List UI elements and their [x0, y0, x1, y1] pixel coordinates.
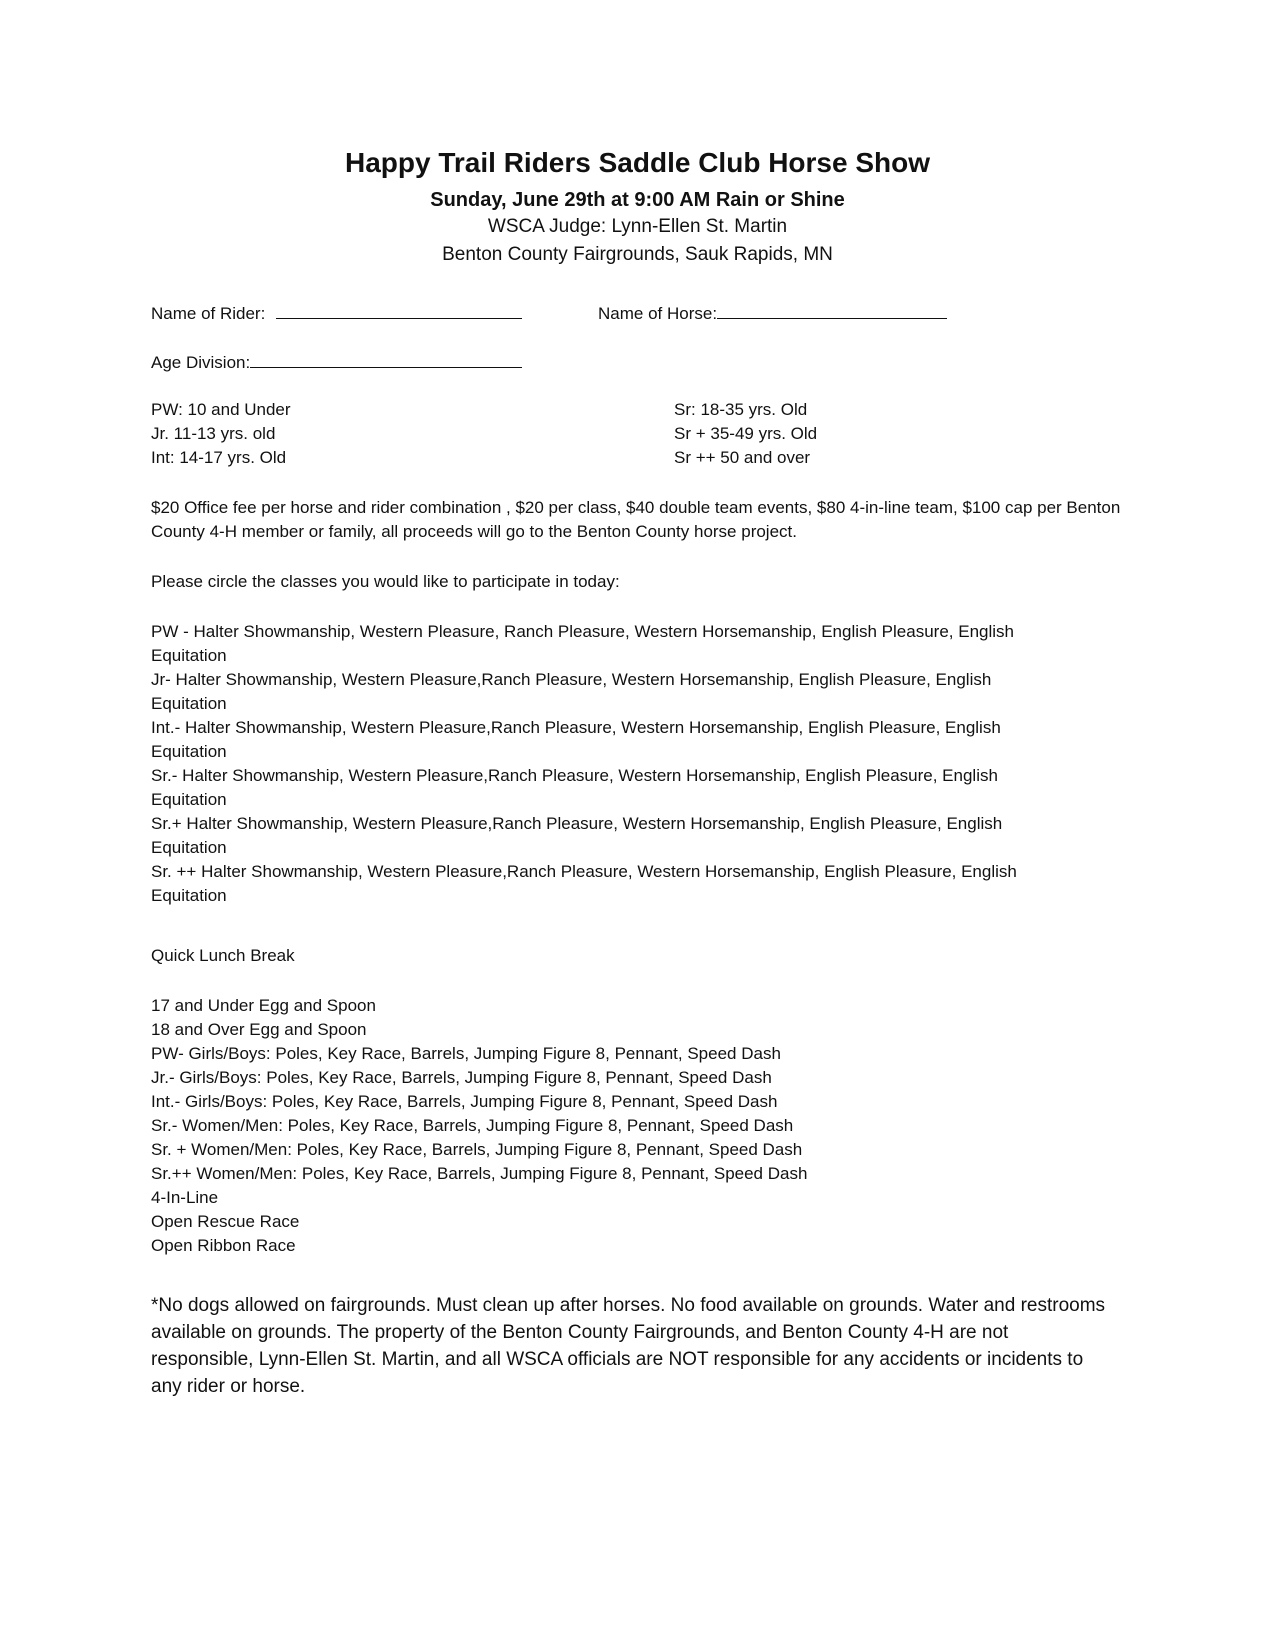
page-title: Happy Trail Riders Saddle Club Horse Show [344, 147, 931, 178]
division-item: Sr + 35-49 yrs. Old [674, 424, 818, 443]
horse-name-field [598, 300, 947, 326]
class-line-cont[interactable]: Equitation [151, 886, 227, 905]
class-line[interactable]: Jr- Halter Showmanship, Western Pleasure,Ranch Pleasure, Western Horsemanship, English Pleasure, English [151, 670, 992, 689]
disclaimer-paragraph: *No dogs allowed on fairgrounds. Must clean up after horses. No food available on grounds. Water and restrooms available on grounds. The property of the Benton County Fairgrounds, and Benton County 4-H are not responsible, Lynn-Ellen St. Martin, and all WSCA officials are NOT responsible for any accidents or incidents to any rider or horse. [151, 1295, 1106, 1397]
rider-name-label: Name of Rider: [151, 304, 266, 323]
game-item[interactable]: 4-In-Line [151, 1188, 219, 1207]
fees-paragraph: $20 Office fee per horse and rider combination , $20 per class, $40 double team events, $80 4-in-line team, $100 cap per Benton County 4-H member or family, all proceeds will go to the Benton County horse project. [151, 498, 1121, 541]
games-list [151, 994, 1131, 1258]
horse-name-blank[interactable] [717, 300, 947, 319]
horse-name-label: Name of Horse: [598, 304, 718, 323]
class-line-cont[interactable]: Equitation [151, 694, 227, 713]
game-item[interactable]: Int.- Girls/Boys: Poles, Key Race, Barrels, Jumping Figure 8, Pennant, Speed Dash [151, 1092, 778, 1111]
game-item[interactable]: 18 and Over Egg and Spoon [151, 1020, 367, 1039]
age-division-field [151, 349, 1131, 375]
division-item: Sr ++ 50 and over [674, 448, 811, 467]
game-item[interactable]: Open Ribbon Race [151, 1236, 296, 1255]
game-item[interactable]: Jr.- Girls/Boys: Poles, Key Race, Barrels, Jumping Figure 8, Pennant, Speed Dash [151, 1068, 772, 1087]
class-line-cont[interactable]: Equitation [151, 742, 227, 761]
class-line-cont[interactable]: Equitation [151, 838, 227, 857]
game-item[interactable]: Open Rescue Race [151, 1212, 300, 1231]
age-division-label: Age Division: [151, 353, 251, 372]
lunch-break: Quick Lunch Break [151, 946, 295, 965]
location-line: Benton County Fairgrounds, Sauk Rapids, MN [442, 244, 833, 265]
division-item: Int: 14-17 yrs. Old [151, 448, 287, 467]
game-item[interactable]: Sr.++ Women/Men: Poles, Key Race, Barrels, Jumping Figure 8, Pennant, Speed Dash [151, 1164, 808, 1183]
game-item[interactable]: PW- Girls/Boys: Poles, Key Race, Barrels, Jumping Figure 8, Pennant, Speed Dash [151, 1044, 781, 1063]
class-line[interactable]: Sr. ++ Halter Showmanship, Western Pleasure,Ranch Pleasure, Western Horsemanship, English Pleasure, English [151, 862, 1017, 881]
class-line[interactable]: Int.- Halter Showmanship, Western Pleasure,Ranch Pleasure, Western Horsemanship, English Pleasure, English [151, 718, 1001, 737]
division-list-right [674, 398, 817, 470]
division-list-left [151, 398, 1131, 470]
judge-line: WSCA Judge: Lynn-Ellen St. Martin [487, 216, 788, 237]
class-line[interactable]: Sr.- Halter Showmanship, Western Pleasure,Ranch Pleasure, Western Horsemanship, English Pleasure, English [151, 766, 998, 785]
division-item: Sr: 18-35 yrs. Old [674, 400, 808, 419]
class-line[interactable]: PW - Halter Showmanship, Western Pleasure, Ranch Pleasure, Western Horsemanship, English Pleasure, English [151, 622, 1014, 641]
division-item: Jr. 11-13 yrs. old [151, 424, 276, 443]
division-item: PW: 10 and Under [151, 400, 291, 419]
class-list [151, 620, 1131, 908]
circle-instructions: Please circle the classes you would like to participate in today: [151, 572, 620, 591]
class-line-cont[interactable]: Equitation [151, 790, 227, 809]
class-line-cont[interactable]: Equitation [151, 646, 227, 665]
class-line[interactable]: Sr.+ Halter Showmanship, Western Pleasure,Ranch Pleasure, Western Horsemanship, English Pleasure, English [151, 814, 1003, 833]
rider-name-blank[interactable] [276, 300, 522, 319]
game-item[interactable]: Sr.- Women/Men: Poles, Key Race, Barrels, Jumping Figure 8, Pennant, Speed Dash [151, 1116, 794, 1135]
event-date: Sunday, June 29th at 9:00 AM Rain or Shine [430, 189, 845, 211]
age-division-blank[interactable] [250, 349, 522, 368]
game-item[interactable]: Sr. + Women/Men: Poles, Key Race, Barrels, Jumping Figure 8, Pennant, Speed Dash [151, 1140, 803, 1159]
game-item[interactable]: 17 and Under Egg and Spoon [151, 996, 376, 1015]
